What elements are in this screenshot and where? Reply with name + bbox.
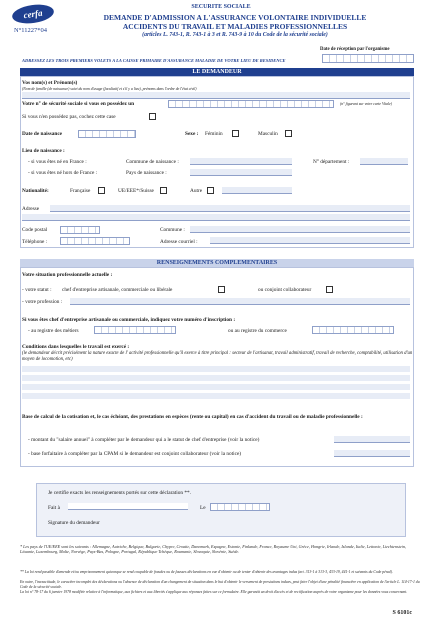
name-label: Vos nom(s) et Prénom(s): [22, 80, 78, 86]
registre-question: Si vous êtes chef d'entreprise artisanale ou commerciale, indiquez votre numéro d'inscription :: [22, 317, 236, 323]
profession-label: - votre profession :: [22, 299, 63, 305]
address-instruction: ADRESSEZ LES TROIS PREMIERS VOLETS A LA CAISSE PRIMAIRE D'ASSURANCE MALADIE DE VOTRE LIEU DE RESIDENCE: [22, 58, 286, 63]
footnote-eu: * Les pays de l'UE/EEE sont les suivants : Allemagne, Autriche, Belgique, Bulgarie, Chypre, Croatie, Danemark, Espagne, Estonie, Finlande, France, Royaume Uni, Grèce, Hongrie, Irlande, Islande, Italie, Lettonie, Liechtenstein, Lituanie, Luxembourg, Malte, Norvège, Pays-Bas, Pologne, Portugal, République Tchèque, Roumanie, Slovaquie, Slovénie, Suède.: [20, 544, 406, 554]
footnote-cnil: La loi n° 78-17 du 6 janvier 1978 modifiée relative à l'informatique, aux fichiers et aux libertés s'applique aux réponses faites sur ce formulaire. Elle garantit un droit d'accès et de rectification auprès de votre organisme pour les données vous concernant.: [20, 590, 408, 594]
birthplace-label: Lieu de naissance :: [22, 148, 65, 154]
reception-date-box: [322, 54, 414, 63]
birth-commune-field[interactable]: [190, 158, 292, 165]
born-france-label: - si vous êtes né en France :: [28, 159, 87, 165]
statut-label: - votre statut :: [22, 287, 52, 293]
nat-french-label: Française: [70, 188, 91, 194]
form-number: N°11227*04: [14, 27, 48, 34]
conditions-line-3[interactable]: [22, 384, 410, 390]
chef-label: chef d'entreprise artisanale, commerciale ou libérale: [62, 287, 173, 293]
nationality-label: Nationalité:: [22, 188, 49, 194]
sex-label: Sexe :: [185, 131, 199, 137]
form-subtitle: (articles L. 743-1, R. 743-1 à 3 et R. 743-9 à 10 du Code de la sécurité sociale): [142, 32, 328, 38]
form-title: [80, 13, 390, 31]
email-label: Adresse courriel :: [160, 239, 198, 245]
agency-name: SECURITE SOCIALE: [191, 4, 251, 10]
birth-country-field[interactable]: [190, 169, 292, 176]
address-label: Adresse: [22, 206, 40, 212]
sex-male-label: Masculin: [258, 131, 278, 137]
postal-input[interactable]: [60, 226, 100, 234]
birth-commune-label: Commune de naissance :: [126, 159, 179, 165]
footnote-penalty: En outre, l'inexactitude, le caractère incomplet des déclarations ou l'absence de déclaration d'un changement de situation dans le but d'obtenir le versement de prestations indues, peut faire l'objet d'une pénalité financière en application de l'article L. 114-17-1 du Code de la sécurité sociale.: [20, 580, 420, 589]
conditions-hint: (le demandeur décrit précisément la nature exacte de l' activité professionnelle qu'il exerce à titre principal : secteur de l'artisanat, travail administratif, travail de recherche, comptabilité, utilisation d'un moyen de locomotion, etc): [22, 351, 413, 362]
title-line-2: ACCIDENTS DU TRAVAIL ET MALADIES PROFESSIONNELLES: [122, 22, 348, 31]
ssn-input[interactable]: [168, 100, 334, 108]
conjoint-label: ou conjoint collaborateur: [258, 287, 312, 293]
email-field[interactable]: [210, 237, 410, 244]
fait-a-field[interactable]: [68, 503, 188, 510]
commune-label: Commune :: [160, 227, 185, 233]
postal-label: Code postal: [22, 227, 48, 233]
footnote-fraud: ** La loi rend passible d'amende et/ou emprisonnement quiconque se rend coupable de fraudes ou de fausses déclarations en vue d'obtenir ou de tenter d'obtenir des avantages indus (art. 313-1 à 313-3, 433-19, 441-1 et suivants du Code pénal).: [20, 570, 393, 574]
commerce-label: ou au registre du commerce: [228, 328, 287, 334]
sex-male-checkbox[interactable]: [285, 130, 292, 137]
metiers-input[interactable]: [94, 326, 176, 334]
departement-field[interactable]: [360, 158, 408, 165]
no-ssn-label: Si vous n'en possédez pas, cochez cette case: [22, 114, 116, 120]
born-abroad-label: - si vous êtes né hors de France :: [28, 170, 98, 176]
forfaitaire-label: - base forfaitaire à compléter par la CPAM si le demandeur est conjoint collaborateur (voir la notice): [28, 451, 242, 457]
nat-eu-label: UE/EEE*/Suisse: [118, 188, 154, 194]
situation-label: Votre situation professionnelle actuelle :: [22, 272, 113, 278]
birth-country-label: Pays de naissance :: [126, 170, 167, 176]
birthdate-label: Date de naissance: [22, 131, 63, 137]
nat-eu-checkbox[interactable]: [160, 187, 167, 194]
conjoint-checkbox[interactable]: [326, 286, 333, 293]
conditions-line-4[interactable]: [22, 393, 410, 399]
form-reference: S 6101c: [392, 610, 412, 616]
chef-checkbox[interactable]: [218, 286, 225, 293]
address-field-2[interactable]: [22, 214, 410, 221]
birthdate-input[interactable]: [78, 130, 136, 138]
signature-date-input[interactable]: [210, 503, 270, 511]
forfaitaire-field[interactable]: [334, 450, 410, 457]
departement-label: N° département :: [313, 159, 350, 165]
phone-label: Téléphone :: [22, 239, 48, 245]
title-line-1: DEMANDE D'ADMISSION A L'ASSURANCE VOLONTAIRE INDIVIDUELLE: [103, 13, 367, 22]
montant-label: - montant du "salaire annuel" à compléter par le demandeur qui a le statut de chef d'entreprise (voir la notice): [28, 437, 260, 443]
section-demandeur: LE DEMANDEUR: [20, 68, 414, 76]
name-hint: (Nom de famille (de naissance) suivi du nom d'usage (facultatif et s'il y a lieu), prénoms dans l'ordre de l'état civil): [22, 87, 197, 91]
certify-text: Je certifie exacts les renseignements portés sur cette déclaration **.: [48, 490, 191, 496]
profession-field[interactable]: [70, 298, 410, 305]
signature-label: Signature du demandeur: [48, 520, 100, 526]
conditions-label: Conditions dans lesquelles le travail est exercé :: [22, 344, 130, 350]
nat-other-checkbox[interactable]: [207, 187, 214, 194]
base-calcul-label: Base de calcul de la cotisation et, le cas échéant, des prestations en espèces (rente ou capital) en cas d'accident du travail ou de maladie professionnelle :: [22, 414, 363, 420]
conditions-line-1[interactable]: [22, 366, 410, 372]
conditions-line-2[interactable]: [22, 375, 410, 381]
montant-field[interactable]: [334, 436, 410, 443]
section-renseignements: RENSEIGNEMENTS COMPLEMENTAIRES: [20, 259, 414, 267]
ssn-label: Votre n° de sécurité sociale si vous en possédez un: [22, 101, 135, 107]
fait-a-label: Fait à: [48, 505, 60, 511]
commune-field[interactable]: [190, 226, 410, 233]
nat-other-label: Autre: [190, 188, 203, 194]
no-ssn-checkbox[interactable]: [149, 113, 156, 120]
nat-french-checkbox[interactable]: [98, 187, 105, 194]
commerce-input[interactable]: [312, 326, 394, 334]
metiers-label: - au registre des métiers: [28, 328, 79, 334]
cerfa-logo: cerfa: [11, 2, 55, 26]
nat-other-field[interactable]: [222, 187, 292, 194]
ssn-hint: (n° figurant sur votre carte Vitale): [340, 102, 393, 106]
phone-input[interactable]: [60, 237, 130, 245]
le-label: Le: [200, 505, 206, 511]
reception-date-label: Date de réception par l'organisme: [320, 47, 390, 52]
address-field-1[interactable]: [50, 205, 410, 212]
name-field[interactable]: [22, 92, 410, 99]
sex-female-checkbox[interactable]: [232, 130, 239, 137]
sex-female-label: Féminin: [205, 131, 223, 137]
